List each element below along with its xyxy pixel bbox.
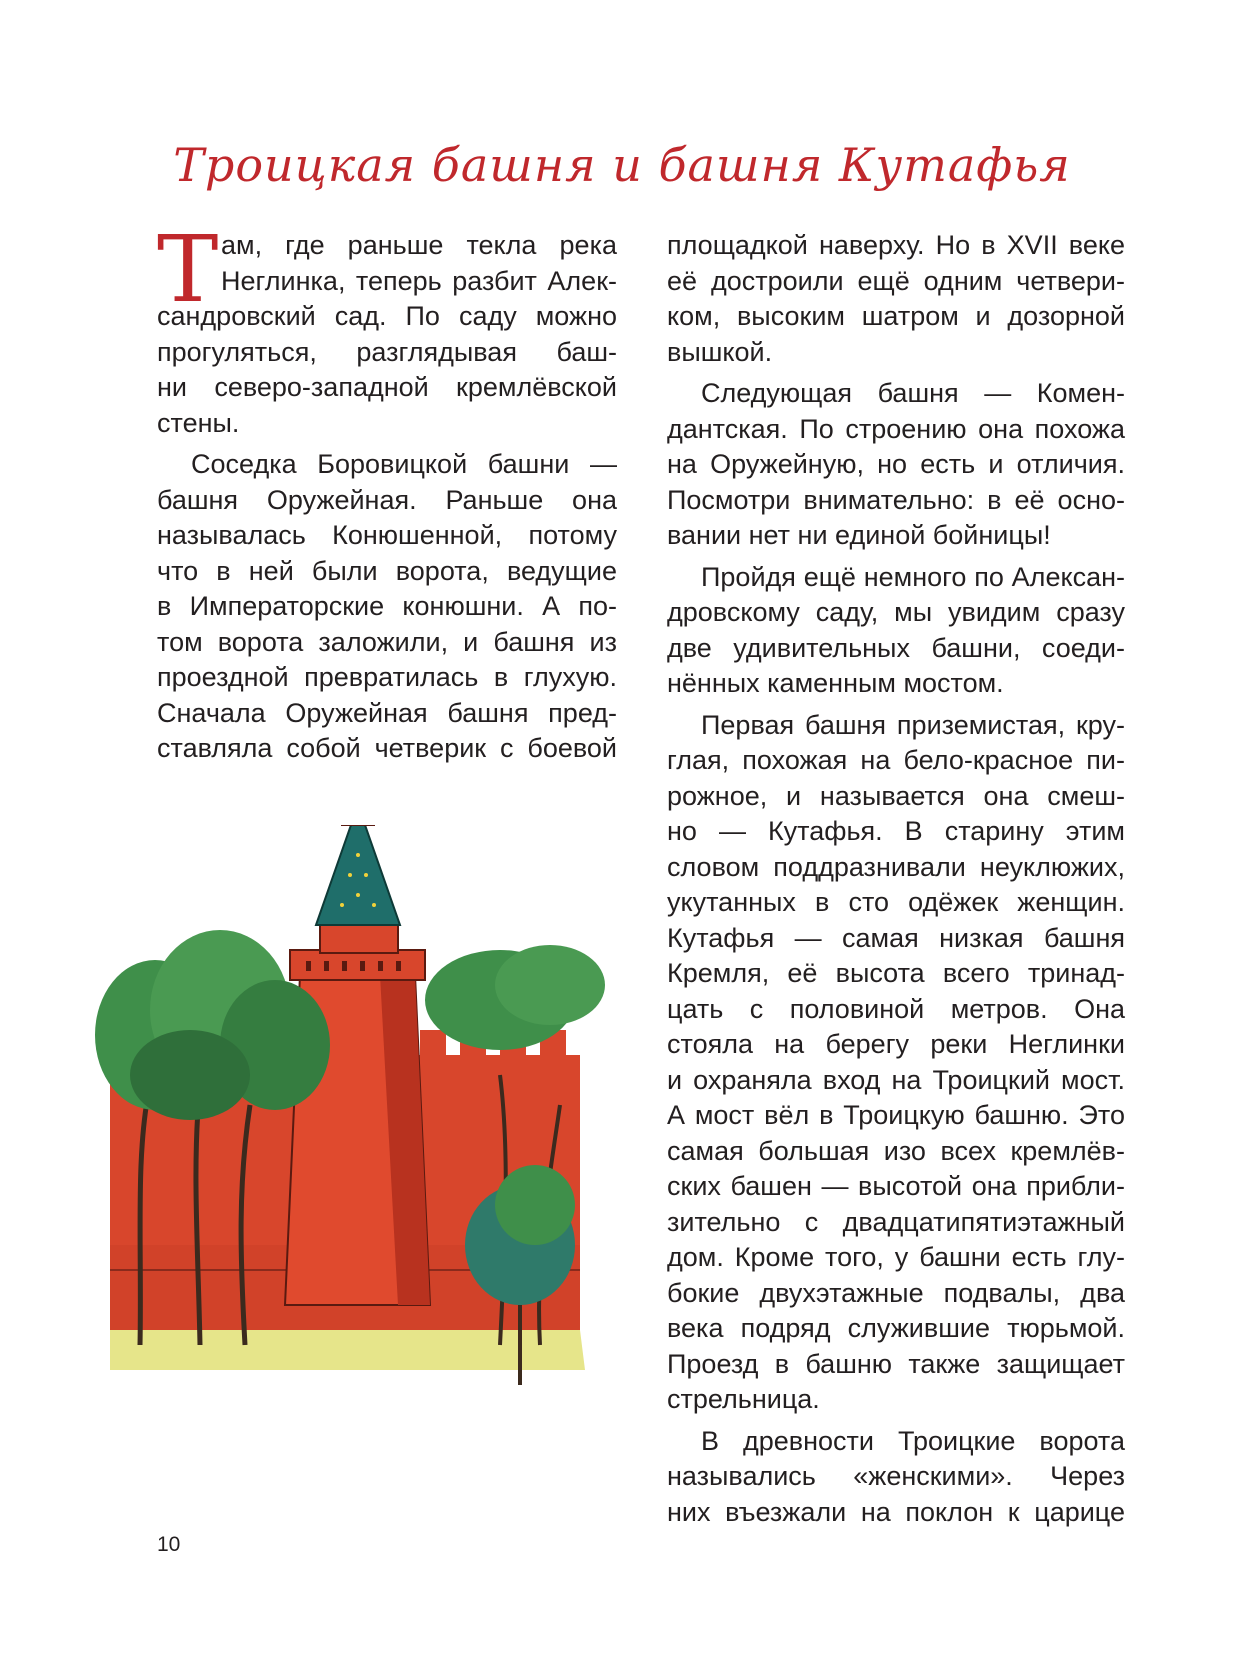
text-line: словом поддразнивали неуклюжих,	[667, 851, 1125, 882]
text-line: Следующая башня — Комен-	[701, 378, 1125, 408]
text-line: Сначала Оружейная башня пред-	[157, 697, 617, 728]
text-line: её достроили ещё одним четвери-	[667, 265, 1125, 296]
text-line: дом. Кроме того, у башни есть глу-	[667, 1242, 1125, 1272]
text-line: стояла на берегу реки Неглинки	[667, 1029, 1125, 1059]
text-line: башня Оружейная. Раньше она	[157, 484, 617, 515]
text-line: на Оружейную, но есть и отличия.	[667, 449, 1125, 479]
text-line: называлась Конюшенной, потому	[157, 520, 617, 550]
text-line: дантская. По строению она похожа	[667, 413, 1125, 444]
text-line: нённых каменным мостом.	[667, 668, 1004, 698]
text-line: зительно с двадцатипятиэтажный	[667, 1206, 1125, 1237]
page-title: Троицкая башня и башня Кутафья	[173, 138, 1071, 192]
text-line: Соседка Боровицкой башни —	[191, 449, 617, 479]
ground-strip	[110, 1330, 585, 1370]
text-line: и охраняла вход на Троицкий мост.	[667, 1064, 1125, 1095]
text-line: цать с половиной метров. Она	[667, 993, 1125, 1024]
text-line: том ворота заложили, и башня из	[157, 626, 617, 657]
text-line: глая, похожая на бело-красное пи-	[667, 745, 1125, 775]
drop-cap: Т	[157, 216, 219, 323]
left-text-column	[157, 216, 617, 767]
text-line: бокие двухэтажные подвалы, два	[667, 1277, 1125, 1308]
text-line: Кремля, её высота всего тринад-	[667, 958, 1125, 988]
text-line: ставляла собой четверик с боевой	[157, 733, 617, 763]
text-line: В древности Троицкие ворота	[701, 1425, 1125, 1456]
page-number: 10	[157, 1533, 181, 1556]
text-line: века подряд служившие тюрьмой.	[667, 1313, 1125, 1343]
text-line: Кутафья — самая низкая башня	[667, 922, 1125, 953]
text-line: рожное, и называется она смеш-	[667, 780, 1125, 811]
text-line: Пройдя ещё немного по Алексан-	[701, 561, 1125, 592]
text-line: площадкой наверху. Но в XVII веке	[667, 230, 1125, 260]
text-line: назывались «женскими». Через	[667, 1461, 1125, 1491]
tent-roof	[316, 825, 400, 925]
text-line: прогуляться, разглядывая баш-	[157, 336, 617, 367]
text-line: самая большая изо всех кремлёв-	[667, 1135, 1125, 1166]
text-line: но — Кутафья. В старину этим	[667, 816, 1125, 846]
text-line: Проезд в башню также защищает	[667, 1348, 1125, 1379]
text-line: дровскому саду, мы увидим сразу	[667, 597, 1125, 627]
text-line: ских башен — высотой она прибли-	[667, 1171, 1125, 1201]
text-line: вышкой.	[667, 336, 773, 367]
text-line: вании нет ни единой бойницы!	[667, 520, 1051, 550]
text-line: Неглинка, теперь разбит Алек-	[221, 265, 617, 296]
text-line: ком, высоким шатром и дозорной	[667, 301, 1125, 331]
text-line: А мост вёл в Троицкую башню. Это	[667, 1100, 1125, 1130]
text-line: укутанных в сто одёжек женщин.	[667, 887, 1125, 917]
tower-upper-tier	[320, 923, 398, 953]
text-line: Первая башня приземистая, кру-	[701, 709, 1125, 740]
text-line: Посмотри внимательно: в её осно-	[667, 484, 1125, 515]
text-line: что в ней были ворота, ведущие	[157, 555, 617, 586]
text-line: в Императорские конюшни. А по-	[157, 591, 617, 621]
text-line: них въезжали на поклон к царице	[667, 1496, 1125, 1527]
text-line: ни северо-западной кремлёвской	[157, 372, 617, 402]
text-line: стены.	[157, 407, 240, 438]
kremlin-tower-illustration	[80, 825, 620, 1435]
text-line: проездной превратилась в глухую.	[157, 662, 617, 692]
text-line: сандровский сад. По саду можно	[157, 301, 617, 331]
right-text-column	[667, 228, 1125, 1530]
text-line: ам, где раньше текла река	[221, 230, 617, 260]
text-line: две удивительных башни, соеди-	[667, 632, 1125, 663]
text-line: стрельница.	[667, 1384, 820, 1414]
